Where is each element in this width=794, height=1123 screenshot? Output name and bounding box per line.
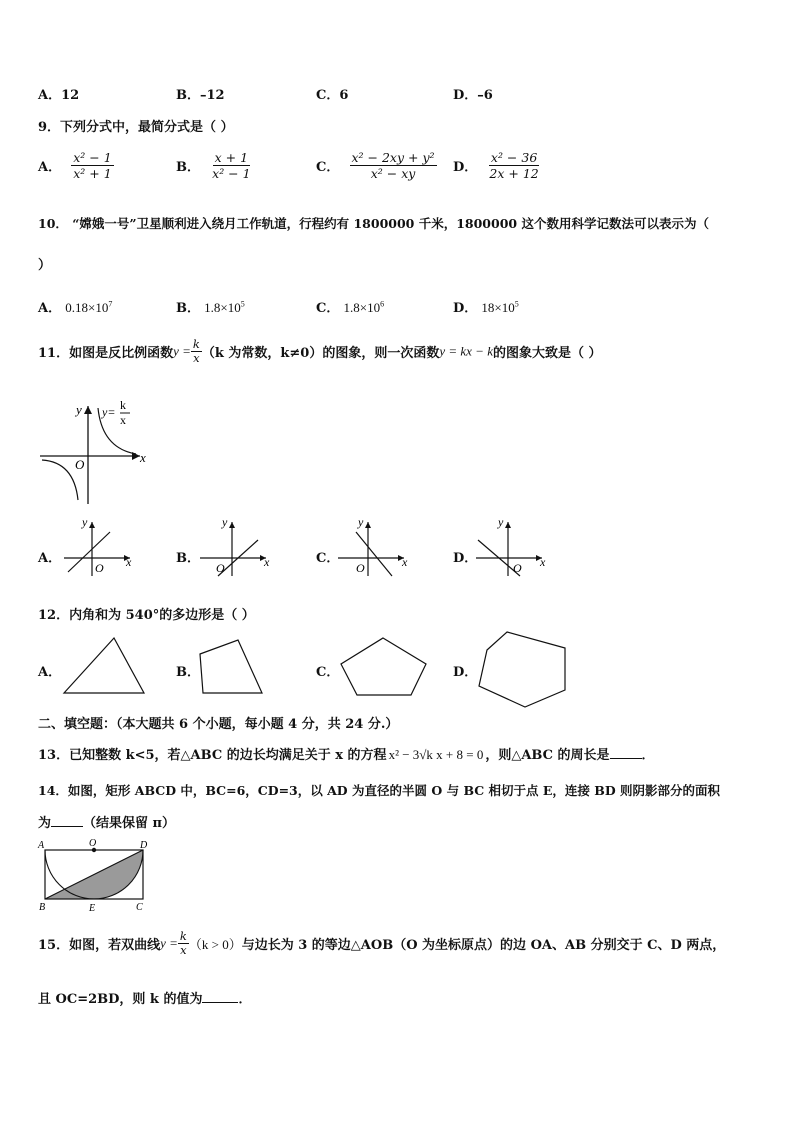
q11-option-c-letter: C． (316, 551, 340, 566)
q12-triangle-shape (62, 636, 146, 696)
q11-option-b-o: O (216, 561, 225, 575)
q12-option-d-letter: D． (453, 665, 478, 680)
q11-option-a-y: y (82, 515, 88, 529)
q14-label-b: B (39, 902, 46, 913)
q14-stem-line1: 14．如图，矩形 ABCD 中，BC=6，CD=3，以 AD 为直径的半圆 O 与 BC 相切于点 E，连接 BD 则阴影部分的面积 (38, 783, 721, 798)
q11-option-b-graph (198, 514, 278, 578)
q12-stem: 12．内角和为 540°的多边形是（ ） (38, 608, 255, 623)
q14-label-d: D (140, 840, 148, 851)
q11-stem: 11．如图是反比例函数y = $\frac{k}{x}$ （k 为常数，k≠0）的图象，则一次函数y = kx − k的图象大致是（ ） (38, 337, 602, 365)
q11-option-c-graph (336, 514, 416, 578)
q8-option-c: C．6 (316, 88, 349, 103)
q14-label-e: E (89, 903, 96, 914)
q10-option-c: C． $1.8\times 10^6$ (316, 299, 385, 316)
q11-option-c-x: x (402, 555, 408, 569)
q9-option-c: C． $\frac{\text{x² − 2xy + y²}}{\text{x² − xy}}$ (316, 150, 435, 181)
q12-pentagon-shape (338, 636, 430, 698)
q14-label-c: C (136, 902, 143, 913)
q11-graph-label-y: y= (102, 405, 116, 419)
q11-option-d-graph (474, 514, 554, 578)
q11-option-b-letter: B． (176, 551, 200, 566)
q11-graph-x: x (140, 450, 146, 465)
q11-option-a-x: x (126, 555, 132, 569)
q9-stem: 9．下列分式中，最简分式是（ ） (38, 120, 234, 135)
q11-graph-label-x: x (120, 413, 126, 427)
q12-hexagon-shape (475, 630, 569, 710)
q10-option-a: A． $0.18\times 10^7$ (38, 299, 113, 316)
q11-option-c-o: O (356, 561, 365, 575)
q8-option-b: B．–12 (176, 88, 225, 103)
q9-option-a: A． $\frac{\text{x² − 1}}{\text{x² + 1}}$ (38, 150, 112, 181)
q10-option-d: D． $18\times 10^5$ (453, 299, 519, 316)
q14-answer-blank (51, 814, 83, 827)
q15-stem-line2: 且 OC=2BD，则 k 的值为 ． (38, 992, 252, 1007)
q11-option-c-y: y (358, 515, 364, 529)
section-fill-in-blank-title: 二、填空题：（本大题共 6 个小题，每小题 4 分，共 24 分.） (38, 717, 399, 732)
q14-label-a: A (38, 840, 45, 851)
q11-graph-o: O (75, 457, 85, 472)
q11-option-d-letter: D． (453, 551, 478, 566)
q9-option-d: D． $\frac{\text{x² − 36}}{2x + 12}$ (453, 150, 539, 181)
q11-option-d-o: O (513, 561, 522, 575)
q10-option-b: B． $1.8\times 10^5$ (176, 299, 245, 316)
q11-option-a-graph (62, 514, 142, 578)
q11-option-d-x: x (540, 555, 546, 569)
q11-option-a-letter: A． (38, 551, 62, 566)
q14-label-o: O (89, 838, 97, 849)
q9-option-b: B． $\frac{x + 1}{\text{x² − 1}}$ (176, 150, 251, 181)
q15-stem-line1: 15．如图，若双曲线y = $\frac{k}{x}$ （k > 0）与边长为 3 的等边△AOB（O 为坐标原点）的边 OA、AB 分别交于 C、D 两点， (38, 929, 726, 957)
q10-stem-line2: ） (38, 258, 52, 273)
q11-option-b-x: x (264, 555, 270, 569)
q12-option-a-letter: A． (38, 665, 62, 680)
q11-option-d-y: y (498, 515, 504, 529)
q8-option-a: A．12 (38, 88, 80, 103)
q15-answer-blank (202, 990, 238, 1003)
q11-option-b-y: y (222, 515, 228, 529)
q12-option-b-letter: B． (176, 665, 200, 680)
q11-graph-label-k: k (120, 398, 126, 412)
q12-option-c-letter: C． (316, 665, 340, 680)
q14-stem-line2: 为 （结果保留 π） (38, 816, 176, 831)
q8-option-d: D．–6 (453, 88, 493, 103)
q13-stem: 13．已知整数 k<5，若△ABC 的边长均满足关于 x 的方程 x² − 3√k x + 8 = 0 ，则△ABC 的周长是 ． (38, 747, 655, 763)
q12-quadrilateral-shape (198, 638, 266, 696)
q11-hyperbola-graph (36, 396, 148, 506)
q13-answer-blank (610, 746, 642, 759)
q14-rectangle-figure (36, 836, 148, 914)
q11-graph-y: y (76, 402, 82, 417)
q11-option-a-o: O (95, 561, 104, 575)
q10-stem-line1: 10． “嫦娥一号”卫星顺利进入绕月工作轨道，行程约有 1800000 千米，1800000 这个数用科学记数法可以表示为（ (38, 216, 709, 231)
